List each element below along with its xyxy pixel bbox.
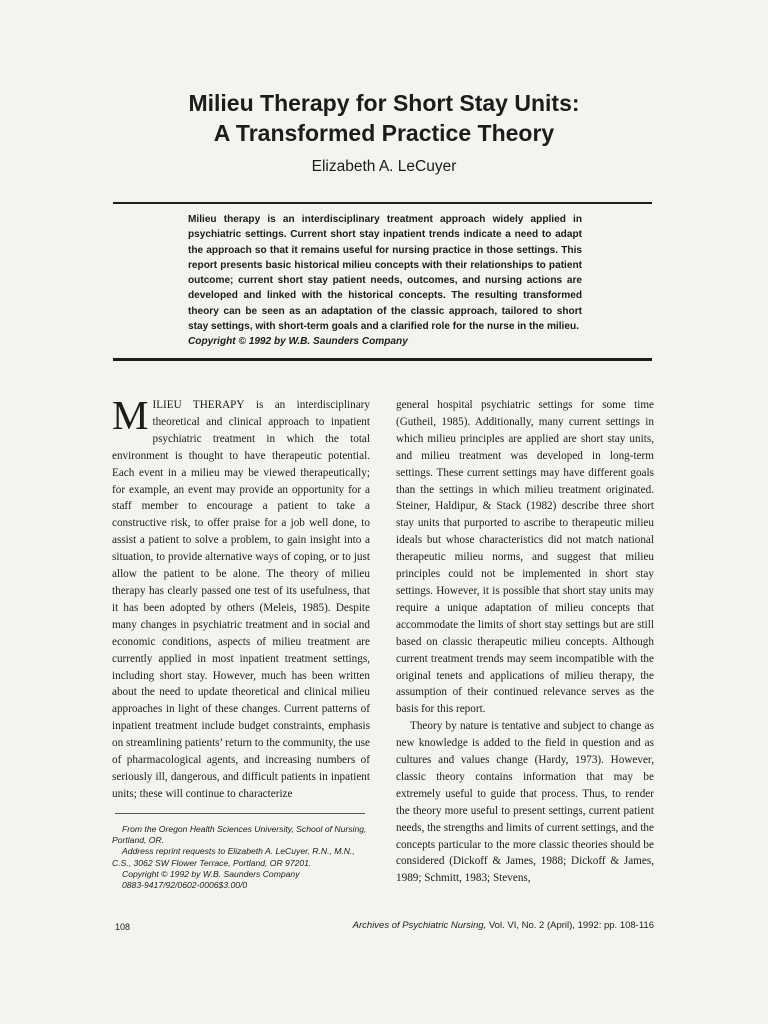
left-paragraph <box>112 392 370 803</box>
footnote-copyright: Copyright © 1992 by W.B. Saunders Company <box>122 868 300 879</box>
footnote-reprint: Address reprint requests to Elizabeth A. LeCuyer, R.N., M.N., C.S., 3062 SW Flower Terrace, Portland, OR 97201. <box>112 846 355 868</box>
footnote <box>112 824 374 891</box>
article-title <box>0 88 768 148</box>
abstract-copyright: Copyright © 1992 by W.B. Saunders Company <box>188 336 408 348</box>
right-column <box>396 397 654 887</box>
right-paragraph-1: general hospital psychiatric settings for some time (Gutheil, 1985). Additionally, many current settings in which milieu principles are applied are short stay units, and milieu treatment was developed in long-term settings. These current settings may have different goals than the settings in which milieu treatment originated. Steiner, Haldipur, & Stack (1982) describe three short stay units that purported to ascribe to therapeutic milieu ideals but whose characteristics did not match national therapeutic milieu norms, and suggest that milieu principles could not be implemented in short stay settings. However, it is possible that short stay units may require a unique adaptation of milieu concepts that accommodate the limits of short stay settings but are still based on classic therapeutic milieu concepts. Although current treatment trends may seem incompatible with the original tenets and applications of milieu therapy, the assumption of their continued relevance serves as the basis for this report. <box>396 399 654 716</box>
left-paragraph-text: is an interdisciplinary theoretical and clinical approach to inpatient psychiatric treatment in which the total environment is thought to have therapeutic potential. Each event in a milieu may be viewed therapeutically; for example, an event may provide an opportunity for a staff member to encourage a patient to take a constructive risk, to offer praise for a job well done, to assist a patient to solve a problem, to gain insight into a situation, to provide alternative ways of coping, or to just allow the patient to be alone. The theory of milieu therapy has clearly passed one test of its usefulness, that it has been adopted by others (Meleis, 1985). Despite many changes in psychiatric treatment and in social and economic conditions, aspects of milieu treatment are currently applied in most inpatient treatment settings, including short stay. However, much has been written about the need to update theoretical and clinical milieu approaches in light of these changes. Current patterns of inpatient treatment include budget constraints, emphasis on streamlining patients’ return to the community, the use of pharmacological agents, and increasing numbers of seriously ill, dangerous, and difficult patients in inpatient units; these will continue to characterize <box>112 399 370 800</box>
journal-details: Vol. VI, No. 2 (April), 1992: pp. 108-116 <box>486 920 654 931</box>
left-column <box>112 392 370 803</box>
title-line-1: Milieu Therapy for Short Stay Units: <box>188 90 580 116</box>
bottom-rule <box>113 358 652 361</box>
footnote-rule <box>115 813 365 814</box>
page-number: 108 <box>115 922 131 932</box>
abstract <box>188 212 582 350</box>
title-line-2: A Transformed Practice Theory <box>213 120 555 146</box>
right-paragraph-2: Theory by nature is tentative and subject to change as new knowledge is added to the field in question and as cultures and values change (Hardy, 1973). However, classic theory contains information that may be extremely useful to guide that process. Thus, to render the theory more useful to present settings, current patient needs, the strengths and limits of current settings, and the concepts particular to the more classic theories should be considered (Dickoff & James, 1988; Dickoff & James, 1989; Schmitt, 1983; Stevens, <box>396 720 654 885</box>
top-rule <box>113 202 652 204</box>
journal-name: Archives of Psychiatric Nursing, <box>352 920 487 931</box>
journal-citation <box>353 920 654 931</box>
footnote-code: 0883-9417/92/0602-0006$3.00/0 <box>122 880 248 891</box>
author-name: Elizabeth A. LeCuyer <box>311 158 457 175</box>
footnote-affiliation: From the Oregon Health Sciences University, School of Nursing, Portland, OR. <box>112 824 367 846</box>
drop-cap: M <box>112 392 149 438</box>
abstract-text: Milieu therapy is an interdisciplinary treatment approach widely applied in psychiatric settings. Current short stay inpatient trends indicate a need to adapt the approach so that it remains useful for nursing practice in those settings. This report presents basic historical milieu concepts with their relationships to patient outcome; current short stay patient needs, outcomes, and nursing actions are developed and linked with the historical concepts. The resulting transformed theory can be seen as an adaptation of the classic approach, tailored to short stay settings, with short-term goals and a clarified role for the nurse in the milieu. <box>188 214 582 333</box>
lead-caps: ILIEU THERAPY <box>152 399 245 411</box>
